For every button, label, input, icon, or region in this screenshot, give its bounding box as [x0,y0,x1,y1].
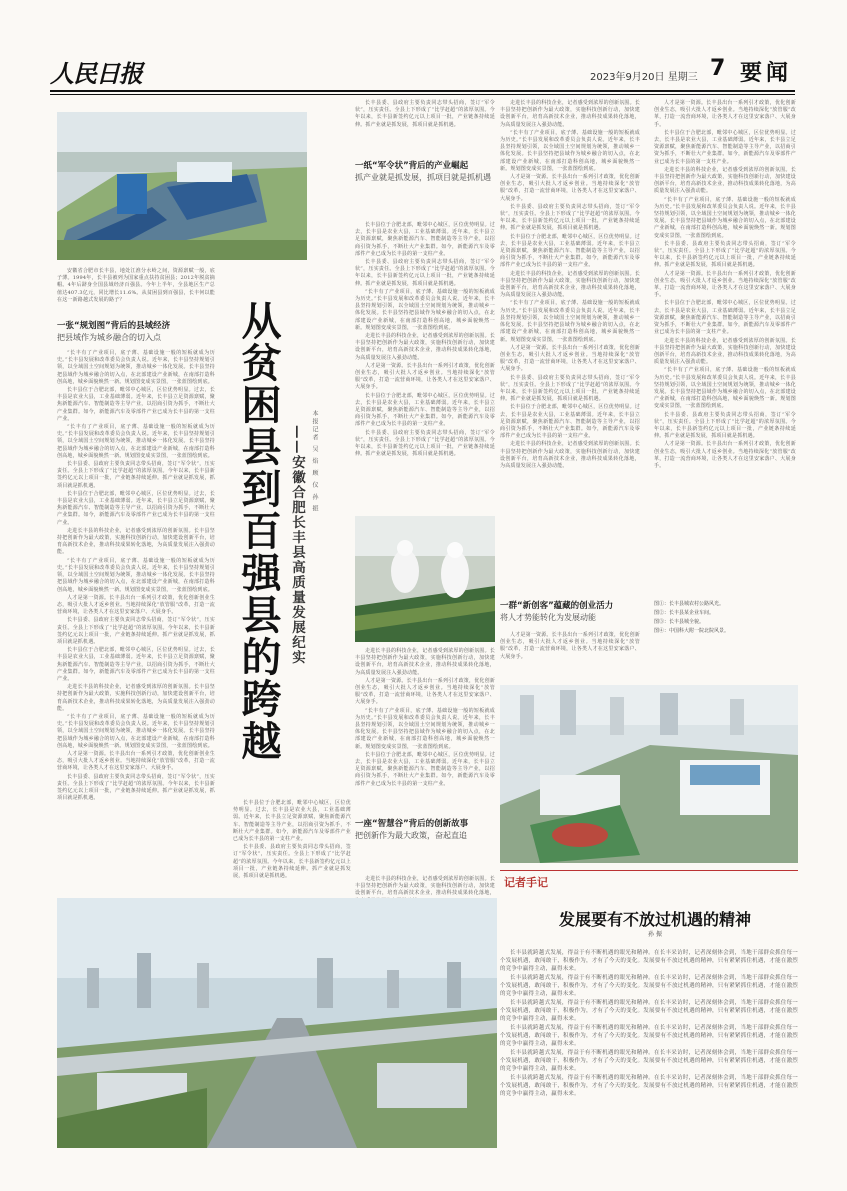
section-deck-4: 将人才势能转化为发展动能 [500,613,596,622]
headline-subtitle: ——安徽合肥长丰县高质量发展纪实 [289,425,305,665]
photo-county-skyline [57,898,497,1148]
intro-paragraph: 安徽省合肥市长丰县，地处江淮分水岭之间，资源禀赋一般，底子薄。1994年，长丰县被列为国家重点扶持贫困县；2012年脱贫摘帽。4年后跻身全国县域经济百强县。今年上半年，全县地区生产总值达407.3亿元，同比增长11.6%。从贫困县到百强县，长丰何以能在这一新路越式发展的路子？ [57,268,215,303]
section-heading-3 [355,818,495,842]
column-3-end: 走进长丰县的科技企业，记者感受到浓厚的创新氛围。长丰县坚持把创新作为最大政策，实施科技创新行动，加快建设创新平台，培育高新技术企业，推动科技成果转化落地， [355,876,496,897]
section-heading-2 [355,160,495,184]
column-1: “长丰有了产业项目，底子薄、基础设施一般的短板就成为历史。”长丰县发展和改革委员会负责人说。近年来，长丰县坚持规划引领，以全域国土空间规划为统领，推动城乡一体化发展。长丰县坚持把县域作为城乡融合的切入点，在北部建设产业新城，在南部打造科创高地，城乡面貌焕然一新。规划图变成实景图，一张蓝图绘到底。 长丰县位于合肥北部，毗邻中心城区，区位优势明显。过去，长丰县是农业大县，工业基础薄弱。近年来，长丰县立足资源禀赋，聚焦新能源汽车、智能制造等主导产业，以招商引资为抓手，不断壮大产业集群。如今，新能源汽车及零部件产业已成为长丰县的第一支柱产业。 “长丰有了产业项目，底子薄、基础设施一般的短板就成为历史。”长丰县发展和改革委员会负责人说。近年来，长丰县坚持规划引领，以全域国土空间规划为统领，推动城乡一体化发展。长丰县坚持把县域作为城乡融合的切入点，在北部建设产业新城，在南部打造科创高地，城乡面貌焕然一新。规划图变成实景图，一张蓝图绘到底。 长丰县委、县政府主要负责同志带头招商，签订“军令状”，压实责任。全县上下形成了“比学赶超”的浓厚氛围。今年以来，长丰县新签约亿元以上项目一批，产业链条持续延伸。抓产业就是抓发展，抓项目就是抓机遇。 长丰县位于合肥北部，毗邻中心城区，区位优势明显。过去，长丰县是农业大县，工业基础薄弱。近年来，长丰县立足资源禀赋，聚焦新能源汽车、智能制造等主导产业，以招商引资为抓手，不断壮大产业集群。如今，新能源汽车及零部件产业已成为长丰县的第一支柱产业。 走进长丰县的科技企业，记者感受到浓厚的创新氛围。长丰县坚持把创新作为最大政策，实施科技创新行动，加快建设创新平台，培育高新技术企业，推动科技成果转化落地，为高质量发展注入强劲动能。 “长丰有了产业项目，底子薄、基础设施一般的短板就成为历史。”长丰县发展和改革委员会负责人说。近年来，长丰县坚持规划引领，以全域国土空间规划为统领，推动城乡一体化发展。长丰县坚持把县域作为城乡融合的切入点，在北部建设产业新城，在南部打造科创高地，城乡面貌焕然一新。规划图变成实景图，一张蓝图绘到底。 人才是第一资源。长丰县出台一系列引才政策，优化创新创业生态，吸引大批人才返乡创业。当地持续深化“放管服”改革，打造一流营商环境，让各类人才在这里安家落户、大展身手。 长丰县委、县政府主要负责同志带头招商，签订“军令状”，压实责任。全县上下形成了“比学赶超”的浓厚氛围。今年以来，长丰县新签约亿元以上项目一批，产业链条持续延伸。抓产业就是抓发展，抓项目就是抓机遇。 长丰县位于合肥北部，毗邻中心城区，区位优势明显。过去，长丰县是农业大县，工业基础薄弱。近年来，长丰县立足资源禀赋，聚焦新能源汽车、智能制造等主导产业，以招商引资为抓手，不断壮大产业集群。如今，新能源汽车及零部件产业已成为长丰县的第一支柱产业。 走进长丰县的科技企业，记者感受到浓厚的创新氛围。长丰县坚持把创新作为最大政策，实施科技创新行动，加快建设创新平台，培育高新技术企业，推动科技成果转化落地，为高质量发展注入强劲动能。 “长丰有了产业项目，底子薄、基础设施一般的短板就成为历史。”长丰县发展和改革委员会负责人说。近年来，长丰县坚持规划引领，以全域国土空间规划为统领，推动城乡一体化发展。长丰县坚持把县域作为城乡融合的切入点，在北部建设产业新城，在南部打造科创高地，城乡面貌焕然一新。规划图变成实景图，一张蓝图绘到底。 人才是第一资源。长丰县出台一系列引才政策，优化创新创业生态，吸引大批人才返乡创业。当地持续深化“放管服”改革，打造一流营商环境，让各类人才在这里安家落户、大展身手。 长丰县委、县政府主要负责同志带头招商，签订“军令状”，压实责任。全县上下形成了“比学赶超”的浓厚氛围。今年以来，长丰县新签约亿元以上项目一批，产业链条持续延伸。抓产业就是抓发展，抓项目就是抓机遇。 [57,350,215,802]
section-heading-1 [57,320,215,344]
section-title-3: 一座“智慧谷”背后的创新故事 [355,819,469,829]
section-heading-4 [500,600,640,624]
credit-4: 图④：中国科大附一院北院风景。 [654,628,730,634]
column-3: 长丰县位于合肥北部，毗邻中心城区，区位优势明显。过去，长丰县是农业大县，工业基础薄弱。近年来，长丰县立足资源禀赋，聚焦新能源汽车、智能制造等主导产业，以招商引资为抓手，不断壮大产业集群。如今，新能源汽车及零部件产业已成为长丰县的第一支柱产业。 长丰县委、县政府主要负责同志带头招商，签订“军令状”，压实责任。全县上下形成了“比学赶超”的浓厚氛围。今年以来，长丰县新签约亿元以上项目一批，产业链条持续延伸。抓产业就是抓发展，抓项目就是抓机遇。 “长丰有了产业项目，底子薄、基础设施一般的短板就成为历史。”长丰县发展和改革委员会负责人说。近年来，长丰县坚持规划引领，以全域国土空间规划为统领，推动城乡一体化发展。长丰县坚持把县域作为城乡融合的切入点，在北部建设产业新城，在南部打造科创高地，城乡面貌焕然一新。规划图变成实景图，一张蓝图绘到底。 走进长丰县的科技企业，记者感受到浓厚的创新氛围。长丰县坚持把创新作为最大政策，实施科技创新行动，加快建设创新平台，培育高新技术企业，推动科技成果转化落地，为高质量发展注入强劲动能。 人才是第一资源。长丰县出台一系列引才政策，优化创新创业生态，吸引大批人才返乡创业。当地持续深化“放管服”改革，打造一流营商环境，让各类人才在这里安家落户、大展身手。 长丰县位于合肥北部，毗邻中心城区，区位优势明显。过去，长丰县是农业大县，工业基础薄弱。近年来，长丰县立足资源禀赋，聚焦新能源汽车、智能制造等主导产业，以招商引资为抓手，不断壮大产业集群。如今，新能源汽车及零部件产业已成为长丰县的第一支柱产业。 长丰县委、县政府主要负责同志带头招商，签订“军令状”，压实责任。全县上下形成了“比学赶超”的浓厚氛围。今年以来，长丰县新签约亿元以上项目一批，产业链条持续延伸。抓产业就是抓发展，抓项目就是抓机遇。 [355,222,496,458]
newspaper-logo: 人民日报 [50,59,142,88]
column-3-top: 长丰县委、县政府主要负责同志带头招商，签订“军令状”，压实责任。全县上下形成了“比学赶超”的浓厚氛围。今年以来，长丰县新签约亿元以上项目一批，产业链条持续延伸。抓产业就是抓发展，抓项目就是抓机遇。 [355,100,495,128]
issue-date: 2023年9月20日 星期三 [590,72,698,83]
column-5: 人才是第一资源。长丰县出台一系列引才政策，优化创新创业生态，吸引大批人才返乡创业。当地持续深化“放管服”改革，打造一流营商环境，让各类人才在这里安家落户、大展身手。 长丰县位于合肥北部，毗邻中心城区，区位优势明显。过去，长丰县是农业大县，工业基础薄弱。近年来，长丰县立足资源禀赋，聚焦新能源汽车、智能制造等主导产业，以招商引资为抓手，不断壮大产业集群。如今，新能源汽车及零部件产业已成为长丰县的第一支柱产业。 走进长丰县的科技企业，记者感受到浓厚的创新氛围。长丰县坚持把创新作为最大政策，实施科技创新行动，加快建设创新平台，培育高新技术企业，推动科技成果转化落地，为高质量发展注入强劲动能。 “长丰有了产业项目，底子薄、基础设施一般的短板就成为历史。”长丰县发展和改革委员会负责人说。近年来，长丰县坚持规划引领，以全域国土空间规划为统领，推动城乡一体化发展。长丰县坚持把县域作为城乡融合的切入点，在北部建设产业新城，在南部打造科创高地，城乡面貌焕然一新。规划图变成实景图，一张蓝图绘到底。 长丰县委、县政府主要负责同志带头招商，签订“军令状”，压实责任。全县上下形成了“比学赶超”的浓厚氛围。今年以来，长丰县新签约亿元以上项目一批，产业链条持续延伸。抓产业就是抓发展，抓项目就是抓机遇。 人才是第一资源。长丰县出台一系列引才政策，优化创新创业生态，吸引大批人才返乡创业。当地持续深化“放管服”改革，打造一流营商环境，让各类人才在这里安家落户、大展身手。 长丰县位于合肥北部，毗邻中心城区，区位优势明显。过去，长丰县是农业大县，工业基础薄弱。近年来，长丰县立足资源禀赋，聚焦新能源汽车、智能制造等主导产业，以招商引资为抓手，不断壮大产业集群。如今，新能源汽车及零部件产业已成为长丰县的第一支柱产业。 走进长丰县的科技企业，记者感受到浓厚的创新氛围。长丰县坚持把创新作为最大政策，实施科技创新行动，加快建设创新平台，培育高新技术企业，推动科技成果转化落地，为高质量发展注入强劲动能。 “长丰有了产业项目，底子薄、基础设施一般的短板就成为历史。”长丰县发展和改革委员会负责人说。近年来，长丰县坚持规划引领，以全域国土空间规划为统领，推动城乡一体化发展。长丰县坚持把县域作为城乡融合的切入点，在北部建设产业新城，在南部打造科创高地，城乡面貌焕然一新。规划图变成实景图，一张蓝图绘到底。 长丰县委、县政府主要负责同志带头招商，签订“军令状”，压实责任。全县上下形成了“比学赶超”的浓厚氛围。今年以来，长丰县新签约亿元以上项目一批，产业链条持续延伸。抓产业就是抓发展，抓项目就是抓机遇。 人才是第一资源。长丰县出台一系列引才政策，优化创新创业生态，吸引大批人才返乡创业。当地持续深化“放管服”改革，打造一流营商环境，让各类人才在这里安家落户、大展身手。 [654,100,796,469]
column-3-lower: 走进长丰县的科技企业，记者感受到浓厚的创新氛围。长丰县坚持把创新作为最大政策，实施科技创新行动，加快建设创新平台，培育高新技术企业，推动科技成果转化落地，为高质量发展注入强劲动能。 人才是第一资源。长丰县出台一系列引才政策，优化创新创业生态，吸引大批人才返乡创业。当地持续深化“放管服”改革，打造一流营商环境，让各类人才在这里安家落户、大展身手。 “长丰有了产业项目，底子薄、基础设施一般的短板就成为历史。”长丰县发展和改革委员会负责人说。近年来，长丰县坚持规划引领，以全域国土空间规划为统领，推动城乡一体化发展。长丰县坚持把县域作为城乡融合的切入点，在北部建设产业新城，在南部打造科创高地，城乡面貌焕然一新。规划图变成实景图，一张蓝图绘到底。 长丰县位于合肥北部，毗邻中心城区，区位优势明显。过去，长丰县是农业大县，工业基础薄弱。近年来，长丰县立足资源禀赋，聚焦新能源汽车、智能制造等主导产业，以招商引资为抓手，不断壮大产业集群。如今，新能源汽车及零部件产业已成为长丰县的第一支柱产业。 [355,648,496,787]
masthead [50,52,795,88]
section-title: 要闻 [740,61,793,86]
commentary-tag: 记者手记 [504,876,548,889]
column-2-bottom: 长丰县位于合肥北部，毗邻中心城区，区位优势明显。过去，长丰县是农业大县，工业基础薄弱。近年来，长丰县立足资源禀赋，聚焦新能源汽车、智能制造等主导产业，以招商引资为抓手，不断壮大产业集群。如今，新能源汽车及零部件产业已成为长丰县的第一支柱产业。 长丰县委、县政府主要负责同志带头招商，签订“军令状”，压实责任。全县上下形成了“比学赶超”的浓厚氛围。今年以来，长丰县新签约亿元以上项目一批，产业链条持续延伸。抓产业就是抓发展，抓项目就是抓机遇。 [233,800,351,880]
headline: 从贫困县到百强县的跨越 [235,300,281,762]
photo-credits [654,600,796,636]
section-deck-1: 把县域作为城乡融合的切入点 [57,333,161,342]
commentary-box [500,870,798,1153]
byline: 本报记者 吴 焰 顾 仪 孙 振 [311,410,318,514]
commentary-title: 发展要有不放过机遇的精神 [558,910,751,929]
section-title-2: 一纸“军令状”背后的产业崛起 [355,161,469,171]
masthead-rule-thin [50,94,795,95]
credit-2: 图②：长丰县某企业车间。 [654,610,715,616]
credit-3: 图③：长丰县城全貌。 [654,619,705,625]
credit-1: 图①：长丰县城农村公路风光。 [654,601,725,607]
section-deck-3: 把创新作为最大政策，奋起直追 [355,831,467,840]
photo-lab-workers [355,516,495,642]
page-number: 7 [710,56,726,81]
column-4: 走进长丰县的科技企业，记者感受到浓厚的创新氛围。长丰县坚持把创新作为最大政策，实施科技创新行动，加快建设创新平台，培育高新技术企业，推动科技成果转化落地，为高质量发展注入强劲动能。 “长丰有了产业项目，底子薄、基础设施一般的短板就成为历史。”长丰县发展和改革委员会负责人说。近年来，长丰县坚持规划引领，以全域国土空间规划为统领，推动城乡一体化发展。长丰县坚持把县域作为城乡融合的切入点，在北部建设产业新城，在南部打造科创高地，城乡面貌焕然一新。规划图变成实景图，一张蓝图绘到底。 人才是第一资源。长丰县出台一系列引才政策，优化创新创业生态，吸引大批人才返乡创业。当地持续深化“放管服”改革，打造一流营商环境，让各类人才在这里安家落户、大展身手。 长丰县委、县政府主要负责同志带头招商，签订“军令状”，压实责任。全县上下形成了“比学赶超”的浓厚氛围。今年以来，长丰县新签约亿元以上项目一批，产业链条持续延伸。抓产业就是抓发展，抓项目就是抓机遇。 长丰县位于合肥北部，毗邻中心城区，区位优势明显。过去，长丰县是农业大县，工业基础薄弱。近年来，长丰县立足资源禀赋，聚焦新能源汽车、智能制造等主导产业，以招商引资为抓手，不断壮大产业集群。如今，新能源汽车及零部件产业已成为长丰县的第一支柱产业。 走进长丰县的科技企业，记者感受到浓厚的创新氛围。长丰县坚持把创新作为最大政策，实施科技创新行动，加快建设创新平台，培育高新技术企业，推动科技成果转化落地，为高质量发展注入强劲动能。 “长丰有了产业项目，底子薄、基础设施一般的短板就成为历史。”长丰县发展和改革委员会负责人说。近年来，长丰县坚持规划引领，以全域国土空间规划为统领，推动城乡一体化发展。长丰县坚持把县域作为城乡融合的切入点，在北部建设产业新城，在南部打造科创高地，城乡面貌焕然一新。规划图变成实景图，一张蓝图绘到底。 人才是第一资源。长丰县出台一系列引才政策，优化创新创业生态，吸引大批人才返乡创业。当地持续深化“放管服”改革，打造一流营商环境，让各类人才在这里安家落户、大展身手。 长丰县委、县政府主要负责同志带头招商，签订“军令状”，压实责任。全县上下形成了“比学赶超”的浓厚氛围。今年以来，长丰县新签约亿元以上项目一批，产业链条持续延伸。抓产业就是抓发展，抓项目就是抓机遇。 长丰县位于合肥北部，毗邻中心城区，区位优势明显。过去，长丰县是农业大县，工业基础薄弱。近年来，长丰县立足资源禀赋，聚焦新能源汽车、智能制造等主导产业，以招商引资为抓手，不断壮大产业集群。如今，新能源汽车及零部件产业已成为长丰县的第一支柱产业。 走进长丰县的科技企业，记者感受到浓厚的创新氛围。长丰县坚持把创新作为最大政策，实施科技创新行动，加快建设创新平台，培育高新技术企业，推动科技成果转化落地，为高质量发展注入强劲动能。 [500,100,641,469]
section-deck-2: 抓产业就是抓发展，抓项目就是抓机遇 [355,173,491,182]
commentary-author: 孙 振 [648,931,662,938]
commentary-body: 长丰县就跨越式发展，得益于有不断机遇的眼光和精神。在长丰采访时，记者深刻体会到，当地干部群众抓住每一个发展机遇，敢闯敢干，积极作为，才有了今天的变化。发展要有不放过机遇的精神，只有紧紧抓住机遇，才能在激烈的竞争中赢得主动，赢得未来。 长丰县就跨越式发展，得益于有不断机遇的眼光和精神。在长丰采访时，记者深刻体会到，当地干部群众抓住每一个发展机遇，敢闯敢干，积极作为，才有了今天的变化。发展要有不放过机遇的精神，只有紧紧抓住机遇，才能在激烈的竞争中赢得主动，赢得未来。 长丰县就跨越式发展，得益于有不断机遇的眼光和精神。在长丰采访时，记者深刻体会到，当地干部群众抓住每一个发展机遇，敢闯敢干，积极作为，才有了今天的变化。发展要有不放过机遇的精神，只有紧紧抓住机遇，才能在激烈的竞争中赢得主动，赢得未来。 长丰县就跨越式发展，得益于有不断机遇的眼光和精神。在长丰采访时，记者深刻体会到，当地干部群众抓住每一个发展机遇，敢闯敢干，积极作为，才有了今天的变化。发展要有不放过机遇的精神，只有紧紧抓住机遇，才能在激烈的竞争中赢得主动，赢得未来。 长丰县就跨越式发展，得益于有不断机遇的眼光和精神。在长丰采访时，记者深刻体会到，当地干部群众抓住每一个发展机遇，敢闯敢干，积极作为，才有了今天的变化。发展要有不放过机遇的精神，只有紧紧抓住机遇，才能在激烈的竞争中赢得主动，赢得未来。 长丰县就跨越式发展，得益于有不断机遇的眼光和精神。在长丰采访时，记者深刻体会到，当地干部群众抓住每一个发展机遇，敢闯敢干，积极作为，才有了今天的变化。发展要有不放过机遇的精神，只有紧紧抓住机遇，才能在激烈的竞争中赢得主动，赢得未来。 [500,950,798,1097]
column-4-lower: 人才是第一资源。长丰县出台一系列引才政策，优化创新创业生态，吸引大批人才返乡创业。当地持续深化“放管服”改革，打造一流营商环境，让各类人才在这里安家落户、大展身手。 [500,632,641,660]
masthead-rule [50,90,795,92]
photo-top-industrial-park [57,112,307,260]
photo-city-campus [500,685,798,863]
section-title-1: 一张“规划图”背后的县域经济 [57,321,171,331]
section-title-4: 一群“新创客”蕴藏的创业活力 [500,601,614,611]
